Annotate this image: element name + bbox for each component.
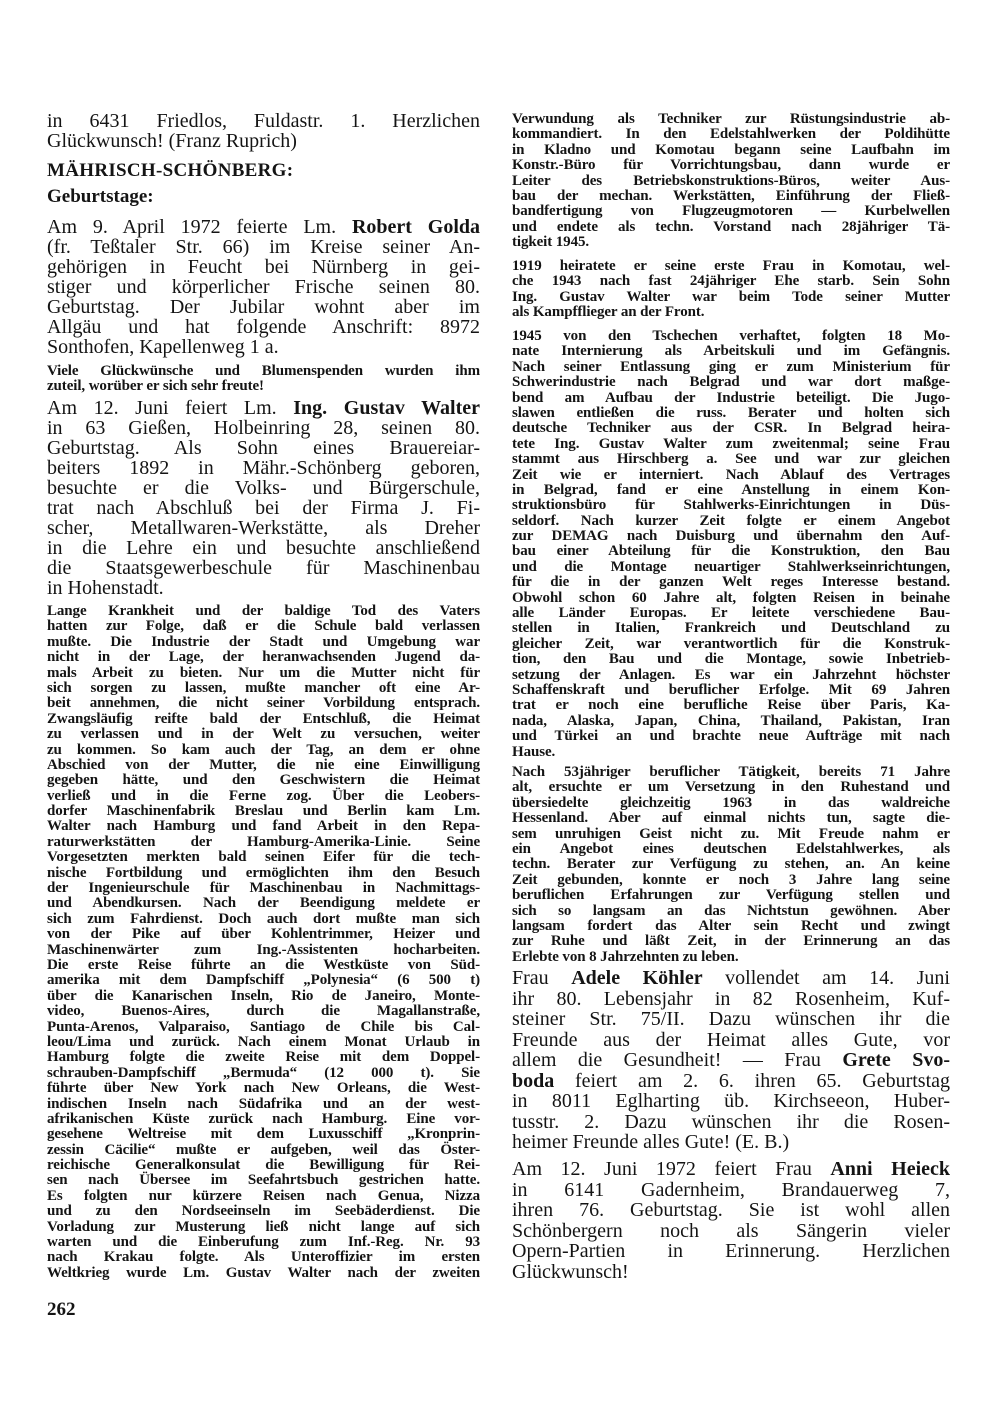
text-line: in Belgrad, fand er eine Anstellung in einem Kon- xyxy=(512,481,950,498)
text-line: mals Arbeit zu bieten. Nur um die Mutter nicht für xyxy=(47,664,480,681)
text-line: nada, Alaska, Japan, China, Thailand, Pakistan, Iran xyxy=(512,712,950,729)
text-line: reichische Generalkonsulat die Bewilligung für Rei- xyxy=(47,1157,480,1174)
paragraph-gustav-walter xyxy=(47,398,480,598)
text-line: Zeit gebunden, konnte er noch 3 Jahre lang seine xyxy=(512,871,950,888)
text-line: in die Lehre ein und besuchte anschließend xyxy=(47,537,480,559)
text-line: tion, den Bau und die Montage, sowie Inbetrieb- xyxy=(512,651,950,668)
text-line: Hamburg folgte die zweite Reise mit dem Doppel- xyxy=(47,1049,480,1066)
text-line: von der Pike auf über Kohlentrimmer, Heizer und xyxy=(47,926,480,943)
text-line: der Ingenieurschule für Maschinenbau in Nachmittags- xyxy=(47,880,480,897)
text-line: Leiter des Betriebskonstruktions-Büros, weiter Aus- xyxy=(512,172,950,189)
text-line: Freunde aus der Heimat alles Gute, vor xyxy=(512,1028,950,1051)
text-line: Abschied von der Mutter, die nie eine Einwilligung xyxy=(47,756,480,773)
paragraph-adele-koehler xyxy=(512,968,950,1153)
text-segment: Am 9. April 1972 feierte Lm. xyxy=(47,216,352,238)
text-line: in 63 Gießen, Holbeinring 28, seinen 80. xyxy=(47,417,480,439)
text-line: Allgäu und hat folgende Anschrift: 8972 xyxy=(47,316,480,338)
text-line: besuchte er die Volks- und Bürgerschule, xyxy=(47,477,480,499)
text-line xyxy=(512,1050,950,1071)
text-line: alle Länder Europas. Er leitete verschiedene Bau- xyxy=(512,605,950,622)
bold-name: Robert Golda xyxy=(351,216,481,238)
text-line: Schwerindustrie nach Belgrad und war dort maßge- xyxy=(512,374,950,391)
text-line: struktionsbüro für Stahlwerks-Einrichtungen in Düs- xyxy=(512,497,950,514)
text-line: in Kladno und Komotau begann seine Laufbahn im xyxy=(512,141,950,158)
text-line: stammt aus Hirschberg a. See und war zur gleichen xyxy=(512,451,950,468)
text-line: Ing. Gustav Walter war beim Tode seiner Mutter xyxy=(512,288,950,305)
text-line: nach Krakau folgte. Als Unteroffizier im ersten xyxy=(47,1249,480,1266)
text-line: Verwundung als Techniker zur Rüstungsindustrie ab- xyxy=(512,111,950,127)
text-line: dorfer Maschinenfabrik Breslau und Berlin kam Lm. xyxy=(47,803,480,820)
text-line: afrikanischen Küste zurück nach Hamburg. Eine vor- xyxy=(47,1110,480,1127)
text-line: über die Kanarischen Inseln, Rio de Janeiro, Monte- xyxy=(47,987,480,1004)
text-line: gleicher Zeit, war verantwortlich für die Konstruk- xyxy=(512,635,950,652)
text-line: und endete als techn. Vorstand nach 28jähriger Tä- xyxy=(512,218,950,235)
text-line: sem unruhigen Geist nicht zu. Mit Freude nahm er xyxy=(512,825,950,842)
text-line: sich so langsam an das Nichtstun gewöhnen. Aber xyxy=(512,902,950,919)
text-line: Sonthofen, Kapellenweg 1 a. xyxy=(47,336,279,358)
paragraph-postwar xyxy=(512,329,950,760)
text-line: bau einer Abteilung für die Konstruktion, den Bau xyxy=(512,543,950,560)
paragraph-robert-golda xyxy=(47,217,480,357)
bold-name: boda xyxy=(512,1069,555,1092)
text-line: in 6141 Gadernheim, Brandauerweg 7, xyxy=(512,1178,950,1201)
text-line: Punta-Arenos, Valparaiso, Santiago de Chile bis Cal- xyxy=(47,1018,480,1035)
text-line: Walter nach Hamburg und fand Arbeit in den Repa- xyxy=(47,818,480,835)
text-line xyxy=(47,398,480,418)
text-line: verließ und in die Ferne zog. Über die Leobers- xyxy=(47,787,480,804)
text-line: nate Internierung als Arbeitskuli und im Gefängnis. xyxy=(512,343,950,360)
text-line: in 6431 Friedlos, Fuldastr. 1. Herzlichen xyxy=(47,110,480,132)
text-line: Viele Glückwünsche und Blumenspenden wurden ihm xyxy=(47,363,480,379)
text-line: gehörigen in Feucht bei Nürnberg in gei- xyxy=(47,256,480,278)
bold-name: Anni Heieck xyxy=(830,1158,950,1180)
text-line: in Hohenstadt. xyxy=(47,577,164,599)
text-line: steiner Str. 75/II. Dazu wünschen ihr die xyxy=(512,1008,950,1030)
text-line: scher, Metallwaren-Werkstätte, als Dreher xyxy=(47,517,480,539)
text-line: Schaffenskraft und beruflicher Erfolge. Mit 69 Jahren xyxy=(512,681,950,698)
text-line: langsam fordert das Alter sein Recht und zwingt xyxy=(512,917,950,934)
text-line: tigkeit 1945. xyxy=(512,234,590,251)
paragraph-retirement xyxy=(512,765,950,965)
text-line: kommandiert. In den Edelstahlwerken der Poldihütte xyxy=(512,126,950,143)
text-line: als Kampfflieger an der Front. xyxy=(512,304,705,321)
text-line: Geburtstag. Als Sohn eines Brauereiar- xyxy=(47,437,480,459)
paragraph-gustav-walter-biography xyxy=(47,604,480,1281)
text-line: amerika mit dem Dampfschiff „Polynesia“ (6 500 t) xyxy=(47,972,480,989)
text-line: mußte. Die Industrie der Stadt und Umgebung war xyxy=(47,633,480,650)
text-line: deutsche Techniker aus der CSR. In Belgrad heira- xyxy=(512,420,950,437)
text-line: zu kommen. So kam auch der Tag, an dem er ohne xyxy=(47,741,480,758)
text-line: slawen entließen die russ. Berater und holten sich xyxy=(512,404,950,421)
text-line: Schönbergern noch als Sängerin vieler xyxy=(512,1219,950,1242)
text-line: Nach 53jähriger beruflicher Tätigkeit, bereits 71 Jahre xyxy=(512,764,950,780)
text-line: zu verlassen und in der Welt zu versuchen, weiter xyxy=(47,726,480,743)
text-line: Konstr.-Büro für Vorrichtungsbau, dann wurde er xyxy=(512,157,950,174)
text-line: gegeben hätte, und den Geschwistern die Heimat xyxy=(47,772,480,789)
bold-name: Grete Svo- xyxy=(842,1049,950,1071)
text-line: seldorf. Nach kurzer Zeit folgte er einem Angebot xyxy=(512,512,950,529)
text-line: techn. Berater zur Verfügung zu stehen, an. An keine xyxy=(512,856,950,873)
text-line: trat er noch eine berufliche Reise über Paris, Ka- xyxy=(512,697,950,714)
bold-name: Adele Köhler xyxy=(571,967,703,989)
text-line: Zeit wie er interniert. Nach Ablauf des Vertrages xyxy=(512,466,950,483)
text-line: Hause. xyxy=(512,743,556,760)
text-segment: Frau xyxy=(512,967,572,989)
text-line: stellen in Italien, Frankreich und Deutschland zu xyxy=(512,620,950,637)
sub-heading: Geburtstage: xyxy=(47,186,154,207)
text-line: zessin Cäcilie“ mußte er aufgeben, weil das Öster- xyxy=(47,1141,480,1158)
text-line: und Türkei an und brachte neue Aufträge mit nach xyxy=(512,728,950,745)
text-line xyxy=(512,1159,950,1180)
text-line: setzung der Anlagen. Es war ein Jahrzehnt höchster xyxy=(512,666,950,683)
text-line: video, Buenos-Aires, durch die Magallanstraße, xyxy=(47,1003,480,1020)
text-line: sich zum Fahrdienst. Doch auch dort mußte man sich xyxy=(47,910,480,927)
text-line: nicht in der Lage, der heranwachsenden Jugend da- xyxy=(47,649,480,666)
text-line: übersiedelte gleichzeitig 1963 in das waldreiche xyxy=(512,794,950,811)
text-line: bandfertigung von Flugzeugmotoren — Kurbelwellen xyxy=(512,203,950,220)
text-line: Es folgten nur kürzere Reisen nach Genua, Nizza xyxy=(47,1187,480,1204)
text-line: und die Montage neuartiger Stahlwerkseinrichtungen, xyxy=(512,558,950,575)
text-line: Obwohl schon 60 Jahre alt, folgten Reisen in beinahe xyxy=(512,589,950,606)
text-line: sich sorgen zu lassen, mußte mancher oft eine Ar- xyxy=(47,679,480,696)
paragraph-congratulations-note xyxy=(47,364,480,395)
text-line: führte über New York nach New Orleans, die West- xyxy=(47,1080,480,1097)
paragraph-anni-heieck xyxy=(512,1159,950,1282)
text-line: die Staatsgewerbeschule für Maschinenbau xyxy=(47,557,480,579)
text-line: beruflichen Erfahrungen zur Verfügung stellen und xyxy=(512,887,950,904)
text-line: (fr. Teßtaler Str. 66) im Kreise seiner An- xyxy=(47,236,480,258)
text-line: tete Ing. Gustav Walter zum zweitenmal; seine Frau xyxy=(512,435,950,452)
text-line: Nach seiner Entlassung ging er zum Ministerium für xyxy=(512,358,950,375)
paragraph-career xyxy=(512,112,950,251)
text-line: Maschinenwärter zum Ing.-Assistenten hocharbeiten. xyxy=(47,941,480,958)
text-line: Glückwunsch! (Franz Ruprich) xyxy=(47,130,297,152)
text-line: Die erste Reise führte an die Westküste von Süd- xyxy=(47,956,480,973)
text-line: ihren 76. Geburtstag. Sie ist wohl allen xyxy=(512,1199,950,1221)
text-line: alt, ersuchte er um Versetzung in den Ruhestand und xyxy=(512,779,950,796)
text-line: Hessenland. Aber auf einmal nichts tun, sagte die- xyxy=(512,810,950,827)
text-line: che 1943 nach fast 24jähriger Ehe starb. Sein Sohn xyxy=(512,273,950,290)
text-line xyxy=(47,217,480,237)
text-line: zur DEMAG nach Duisburg und übernahm den Auf- xyxy=(512,528,950,545)
text-line: indischen Inseln nach Südafrika und an der west- xyxy=(47,1095,480,1112)
bold-name: Ing. Gustav Walter xyxy=(293,397,480,419)
text-line: tusstr. 2. Dazu wünschen ihr die Rosen- xyxy=(512,1110,950,1133)
text-line: zuteil, worüber er sich sehr freute! xyxy=(47,378,264,395)
text-line: Opern-Partien in Erinnerung. Herzlichen xyxy=(512,1240,950,1262)
text-line: hatten zur Folge, daß er die Schule bald verlassen xyxy=(47,618,480,635)
text-line: 1945 von den Tschechen verhaftet, folgten 18 Mo- xyxy=(512,328,950,344)
text-line: raturwerkstätten der Hamburg-Amerika-Linie. Seine xyxy=(47,833,480,850)
text-line: beit annehmen, die nicht seiner Vorbildung entsprach. xyxy=(47,695,480,712)
text-line: beiters 1892 in Mähr.-Schönberg geboren, xyxy=(47,457,480,479)
text-line: und zu den Nordseeinseln im Seebäderdienst. Die xyxy=(47,1203,480,1220)
text-line: und Abendkursen. Nach der Beendigung meldete er xyxy=(47,895,480,912)
text-line: in 8011 Eglharting üb. Kirchseeon, Huber- xyxy=(512,1090,950,1112)
text-line: bend am Aufbau der Industrie beteiligt. Die Jugo- xyxy=(512,389,950,406)
text-line: Zwangsläufig reifte bald der Entschluß, die Heimat xyxy=(47,710,480,727)
paragraph-marriage xyxy=(512,259,950,321)
section-heading: MÄHRISCH-SCHÖNBERG: xyxy=(47,160,294,181)
text-line: für die in der ganzen Welt reges Interesse bestand. xyxy=(512,574,950,591)
text-line: stiger und körperlicher Frische seinen 80. xyxy=(47,276,480,298)
text-line: ihr 80. Lebensjahr in 82 Rosenheim, Kuf- xyxy=(512,987,950,1010)
text-line: Glückwunsch! xyxy=(512,1260,629,1283)
intro-paragraph xyxy=(47,111,480,151)
page-number: 262 xyxy=(47,1299,76,1320)
text-segment: Am 12. Juni feiert Lm. xyxy=(47,397,294,419)
text-line xyxy=(512,1071,950,1092)
text-line: Geburtstag. Der Jubilar wohnt aber im xyxy=(47,296,480,318)
text-segment: Am 12. Juni 1972 feiert Frau xyxy=(512,1158,831,1180)
text-line: heimer Freunde alles Gute! (E. B.) xyxy=(512,1131,790,1153)
text-line: Lange Krankheit und der baldige Tod des Vaters xyxy=(47,603,480,619)
text-line: leou/Lima und zurück. Nach einem Monat Urlaub in xyxy=(47,1033,480,1050)
text-line: nische Fortbildung und ermöglichten ihm den Besuch xyxy=(47,864,480,881)
text-line: Vorgesetzten merkten bald seinen Eifer für die tech- xyxy=(47,849,480,866)
text-line xyxy=(512,968,950,989)
text-segment: vollendet am 14. Juni xyxy=(702,967,950,989)
text-line: warten und die Einberufung zum Inf.-Reg. Nr. 93 xyxy=(47,1234,480,1251)
text-line: bau der mechan. Werkstätten, Einführung der Fließ- xyxy=(512,187,950,204)
text-line: schrauben-Dampfschiff „Bermuda“ (12 000 t). Sie xyxy=(47,1064,480,1081)
text-line: trat nach Abschluß bei der Firma J. Fi- xyxy=(47,497,480,519)
text-segment: allem die Gesundheit! — Frau xyxy=(512,1049,843,1071)
text-line: Vorladung zur Musterung ließ nicht lange auf sich xyxy=(47,1218,480,1235)
text-line: gesehene Weltreise mit dem Luxusschiff „Kronprin- xyxy=(47,1126,480,1143)
text-line: Erlebte von 8 Jahrzehnten zu leben. xyxy=(512,948,739,965)
text-line: 1919 heiratete er seine erste Frau in Komotau, wel- xyxy=(512,258,950,274)
text-line: ein Angebot eines deutschen Edelstahlwerkes, als xyxy=(512,840,950,857)
text-segment: feiert am 2. 6. ihren 65. Geburtstag xyxy=(554,1069,950,1092)
text-line: sen nach Übersee im Seefahrtsbuch gestrichen hatte. xyxy=(47,1172,480,1189)
text-line: Weltkrieg wurde Lm. Gustav Walter nach der zweiten xyxy=(47,1264,480,1281)
text-line: zur Ruhe und läßt Zeit, in der Erinnerung an das xyxy=(512,933,950,950)
